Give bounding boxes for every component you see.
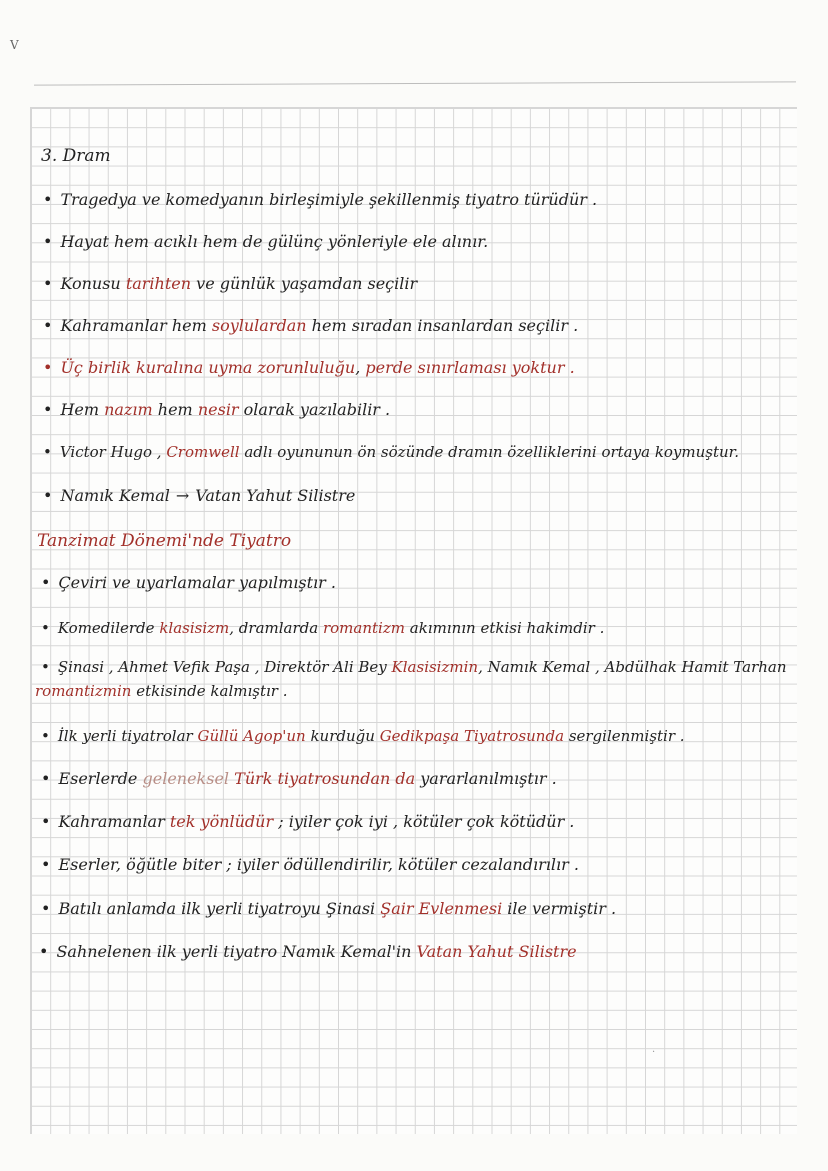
tanzimat-item-2 <box>41 618 604 638</box>
text: sergilenmiştir . <box>568 727 685 745</box>
text: Eserler, öğütle biter ; iyiler ödüllendirilir, kötüler cezalandırılır . <box>58 855 579 874</box>
highlight-text: Şair Evlenmesi <box>380 899 503 918</box>
text: Komedilerde <box>57 619 155 637</box>
top-rule-line <box>34 81 796 85</box>
text: hem <box>157 400 193 419</box>
highlight-text: romantizm <box>322 619 405 637</box>
text: Eserlerde <box>58 769 138 788</box>
highlight-text: nesir <box>197 400 239 419</box>
bullet: • <box>43 486 53 505</box>
bullet: • <box>43 400 53 419</box>
text: Kahramanlar hem <box>60 316 207 335</box>
bullet: • <box>41 812 51 831</box>
text: Konusu <box>60 274 121 293</box>
text: kurduğu <box>310 727 375 745</box>
text: akımının etkisi hakimdir . <box>409 619 605 637</box>
highlight-text: geleneksel <box>142 769 230 788</box>
text: , Namık Kemal , Abdülhak Hamit Tarhan <box>478 658 787 676</box>
dram-item-5 <box>43 358 575 378</box>
highlight-text: Türk tiyatrosundan da <box>234 769 416 788</box>
text: Vatan Yahut Silistre <box>195 486 356 505</box>
text: Sahnelenen ilk yerli tiyatro Namık Kemal'in <box>56 942 412 961</box>
text: Victor Hugo , <box>59 443 162 461</box>
tanzimat-item-4 <box>41 726 685 746</box>
text: Hayat hem acıklı hem de gülünç yönleriyle ele alınır. <box>60 232 489 251</box>
bullet: • <box>41 573 51 592</box>
highlight-text: Klasisizmin <box>391 658 479 676</box>
bullet: • <box>43 316 53 335</box>
tanzimat-item-6 <box>41 812 574 832</box>
bullet: • <box>41 899 51 918</box>
tanzimat-item-3 <box>41 657 787 677</box>
highlight-text: perde sınırlaması yoktur . <box>365 358 575 377</box>
arrow-icon: → <box>175 486 190 505</box>
text: ; iyiler çok iyi , kötüler çok kötüdür . <box>278 812 575 831</box>
text: ile vermiştir . <box>507 899 617 918</box>
bullet: • <box>43 274 53 293</box>
dram-item-7 <box>43 442 739 462</box>
text: Hem <box>60 400 100 419</box>
text: Tragedya ve komedyanın birleşimiyle şekillenmiş tiyatro türüdür . <box>60 190 598 209</box>
highlight-text: Vatan Yahut Silistre <box>416 942 577 961</box>
bullet: • <box>41 769 51 788</box>
highlight-text: Gedikpaşa Tiyatrosunda <box>379 727 565 745</box>
bullet: • <box>41 855 51 874</box>
bullet: • <box>39 942 49 961</box>
text: hem sıradan insanlardan seçilir . <box>311 316 579 335</box>
tanzimat-item-9 <box>39 942 577 962</box>
text: günlük yaşamdan seçilir <box>219 274 418 293</box>
tanzimat-item-8 <box>41 899 616 919</box>
tanzimat-item-7 <box>41 855 579 875</box>
dram-item-4 <box>43 316 578 336</box>
section-heading: Tanzimat Dönemi'nde Tiyatro <box>37 531 292 551</box>
text: Namık Kemal <box>60 486 170 505</box>
text: adlı oyununun ön sözünde dramın özelliklerini ortaya koymuştur. <box>244 443 739 461</box>
bullet: • <box>43 443 52 461</box>
page-title: 3. Dram <box>41 146 111 166</box>
text: yararlanılmıştır . <box>420 769 557 788</box>
highlight-text: tek yönlüdür <box>169 812 274 831</box>
text: , <box>355 358 361 377</box>
text: , dramlarda <box>229 619 319 637</box>
tanzimat-item-5 <box>41 769 557 789</box>
grid-paper <box>30 107 797 1134</box>
bullet: • <box>41 727 50 745</box>
text: İlk yerli tiyatrolar <box>57 727 193 745</box>
bullet: • <box>43 232 53 251</box>
text: Kahramanlar <box>58 812 165 831</box>
bullet: • <box>41 658 50 676</box>
highlight-text: Cromwell <box>166 443 240 461</box>
text: olarak yazılabilir . <box>243 400 391 419</box>
highlight-text: romantizmin <box>35 682 132 700</box>
highlight-text: nazım <box>104 400 153 419</box>
page-corner-mark: V <box>10 38 19 52</box>
dram-item-1 <box>43 190 597 210</box>
highlight-text: klasisizm <box>159 619 230 637</box>
bullet: • <box>41 619 50 637</box>
text: Batılı anlamda ilk yerli tiyatroyu Şinasi <box>58 899 376 918</box>
highlight-text: Üç birlik kuralına uyma zorunluluğu <box>60 358 356 377</box>
dram-item-6 <box>43 400 390 420</box>
bullet: • <box>43 358 53 377</box>
dram-item-3 <box>43 274 417 294</box>
highlight-text: Güllü Agop'un <box>197 727 306 745</box>
text: etkisinde kalmıştır . <box>136 682 288 700</box>
highlight-text: tarihten <box>125 274 192 293</box>
dram-item-8 <box>43 486 355 506</box>
highlight-text: soylulardan <box>211 316 307 335</box>
dram-item-2 <box>43 232 488 252</box>
text: Şinasi , Ahmet Vefik Paşa , Direktör Ali Bey <box>57 658 387 676</box>
text: Çeviri ve uyarlamalar yapılmıştır . <box>58 573 336 592</box>
tanzimat-item-3-continued <box>35 681 288 701</box>
bullet: • <box>43 190 53 209</box>
text: ve <box>196 274 215 293</box>
tanzimat-item-1 <box>41 573 336 593</box>
ink-dot: · <box>652 1047 656 1058</box>
